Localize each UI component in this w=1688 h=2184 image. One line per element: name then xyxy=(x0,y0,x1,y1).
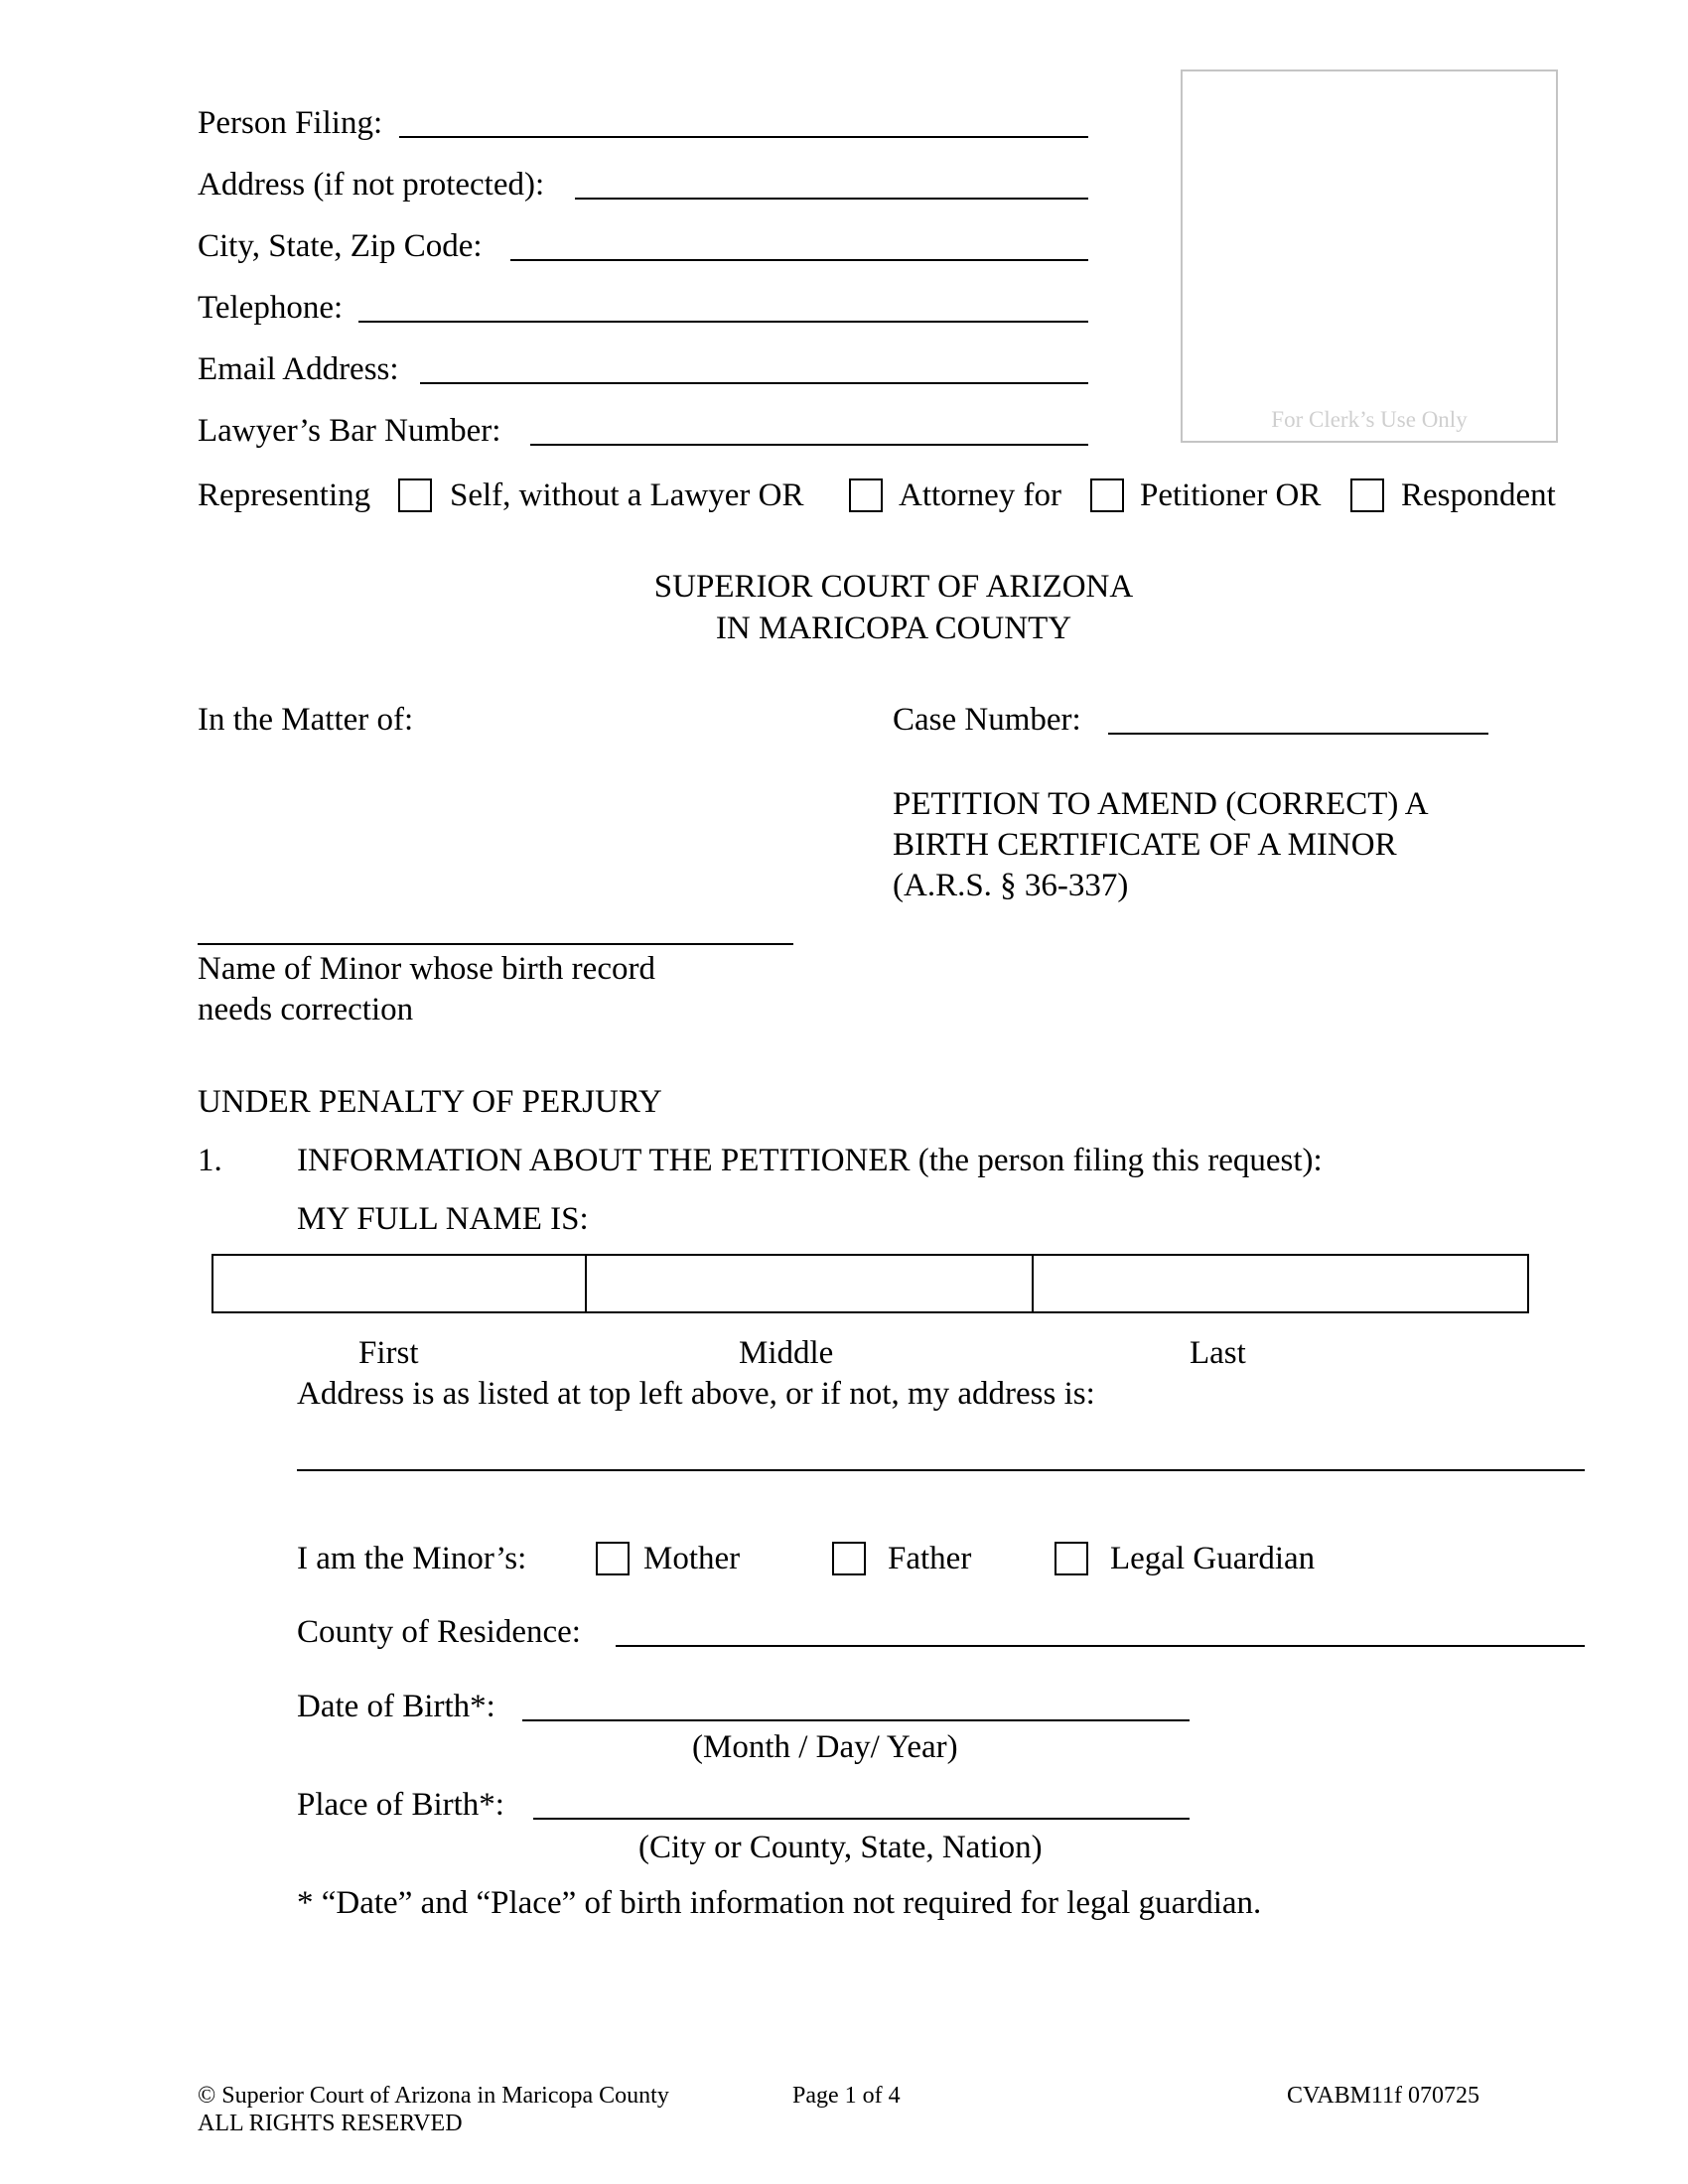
city-state-zip-label: City, State, Zip Code: xyxy=(198,228,483,264)
father-label: Father xyxy=(888,1541,972,1576)
dob-field[interactable] xyxy=(522,1719,1190,1721)
petition-title-line3: (A.R.S. § 36-337) xyxy=(893,868,1129,903)
petition-title-line2: BIRTH CERTIFICATE OF A MINOR xyxy=(893,827,1397,863)
dob-hint: (Month / Day/ Year) xyxy=(692,1729,958,1765)
telephone-field[interactable] xyxy=(358,321,1088,323)
pob-field[interactable] xyxy=(533,1818,1190,1820)
last-name-cell[interactable] xyxy=(1034,1256,1528,1311)
county-field[interactable] xyxy=(616,1645,1585,1647)
petitioner-checkbox[interactable] xyxy=(1090,478,1124,512)
court-county: IN MARICOPA COUNTY xyxy=(715,611,1072,646)
pob-label: Place of Birth*: xyxy=(297,1787,504,1823)
pob-hint: (City or County, State, Nation) xyxy=(638,1830,1043,1865)
section-number: 1. xyxy=(198,1143,222,1178)
self-checkbox[interactable] xyxy=(398,478,432,512)
attorney-checkbox[interactable] xyxy=(849,478,883,512)
petitioner-label: Petitioner OR xyxy=(1140,478,1322,513)
middle-name-cell[interactable] xyxy=(587,1256,1034,1311)
address-note: Address is as listed at top left above, or if not, my address is: xyxy=(297,1376,1095,1412)
bar-number-label: Lawyer’s Bar Number: xyxy=(198,413,501,449)
copyright-notice: © Superior Court of Arizona in Maricopa County xyxy=(198,2083,669,2109)
email-field[interactable] xyxy=(420,382,1088,384)
form-code: CVABM11f 070725 xyxy=(1287,2083,1480,2109)
last-label: Last xyxy=(1190,1335,1246,1371)
address-label: Address (if not protected): xyxy=(198,167,545,203)
minor-label-line2: needs correction xyxy=(198,992,414,1027)
petitioner-address-field[interactable] xyxy=(297,1469,1585,1471)
telephone-label: Telephone: xyxy=(198,290,344,326)
section-title: INFORMATION ABOUT THE PETITIONER (the person filing this request): xyxy=(297,1143,1323,1178)
petition-title-line1: PETITION TO AMEND (CORRECT) A xyxy=(893,786,1429,822)
respondent-checkbox[interactable] xyxy=(1350,478,1384,512)
clerk-use-box xyxy=(1181,69,1558,443)
email-label: Email Address: xyxy=(198,351,399,387)
case-number-label: Case Number: xyxy=(893,702,1081,738)
case-number-field[interactable] xyxy=(1108,733,1488,735)
legal-guardian-label: Legal Guardian xyxy=(1110,1541,1316,1576)
page-number: Page 1 of 4 xyxy=(792,2083,901,2109)
perjury-heading: UNDER PENALTY OF PERJURY xyxy=(198,1084,662,1120)
attorney-label: Attorney for xyxy=(899,478,1062,513)
first-label: First xyxy=(358,1335,419,1371)
bar-number-field[interactable] xyxy=(530,444,1088,446)
mother-label: Mother xyxy=(643,1541,741,1576)
minors-relation-label: I am the Minor’s: xyxy=(297,1541,527,1576)
mother-checkbox[interactable] xyxy=(596,1542,630,1575)
full-name-label: MY FULL NAME IS: xyxy=(297,1201,589,1237)
person-filing-field[interactable] xyxy=(399,136,1088,138)
first-name-cell[interactable] xyxy=(213,1256,587,1311)
father-checkbox[interactable] xyxy=(832,1542,866,1575)
minor-label-line1: Name of Minor whose birth record xyxy=(198,951,655,987)
respondent-label: Respondent xyxy=(1401,478,1556,513)
city-state-zip-field[interactable] xyxy=(510,259,1088,261)
dob-label: Date of Birth*: xyxy=(297,1689,495,1724)
representing-label: Representing xyxy=(198,478,371,513)
rights-reserved: ALL RIGHTS RESERVED xyxy=(198,2111,463,2136)
matter-of-label: In the Matter of: xyxy=(198,702,414,738)
court-name: SUPERIOR COURT OF ARIZONA xyxy=(653,569,1134,605)
full-name-table xyxy=(211,1254,1529,1313)
address-field[interactable] xyxy=(575,198,1088,200)
birth-info-footnote: * “Date” and “Place” of birth information not required for legal guardian. xyxy=(297,1885,1262,1921)
middle-label: Middle xyxy=(739,1335,834,1371)
legal-guardian-checkbox[interactable] xyxy=(1055,1542,1088,1575)
clerk-use-label: For Clerk’s Use Only xyxy=(1271,407,1468,432)
self-label: Self, without a Lawyer OR xyxy=(450,478,804,513)
minor-name-field[interactable] xyxy=(198,943,793,945)
person-filing-label: Person Filing: xyxy=(198,105,383,141)
county-label: County of Residence: xyxy=(297,1614,581,1650)
